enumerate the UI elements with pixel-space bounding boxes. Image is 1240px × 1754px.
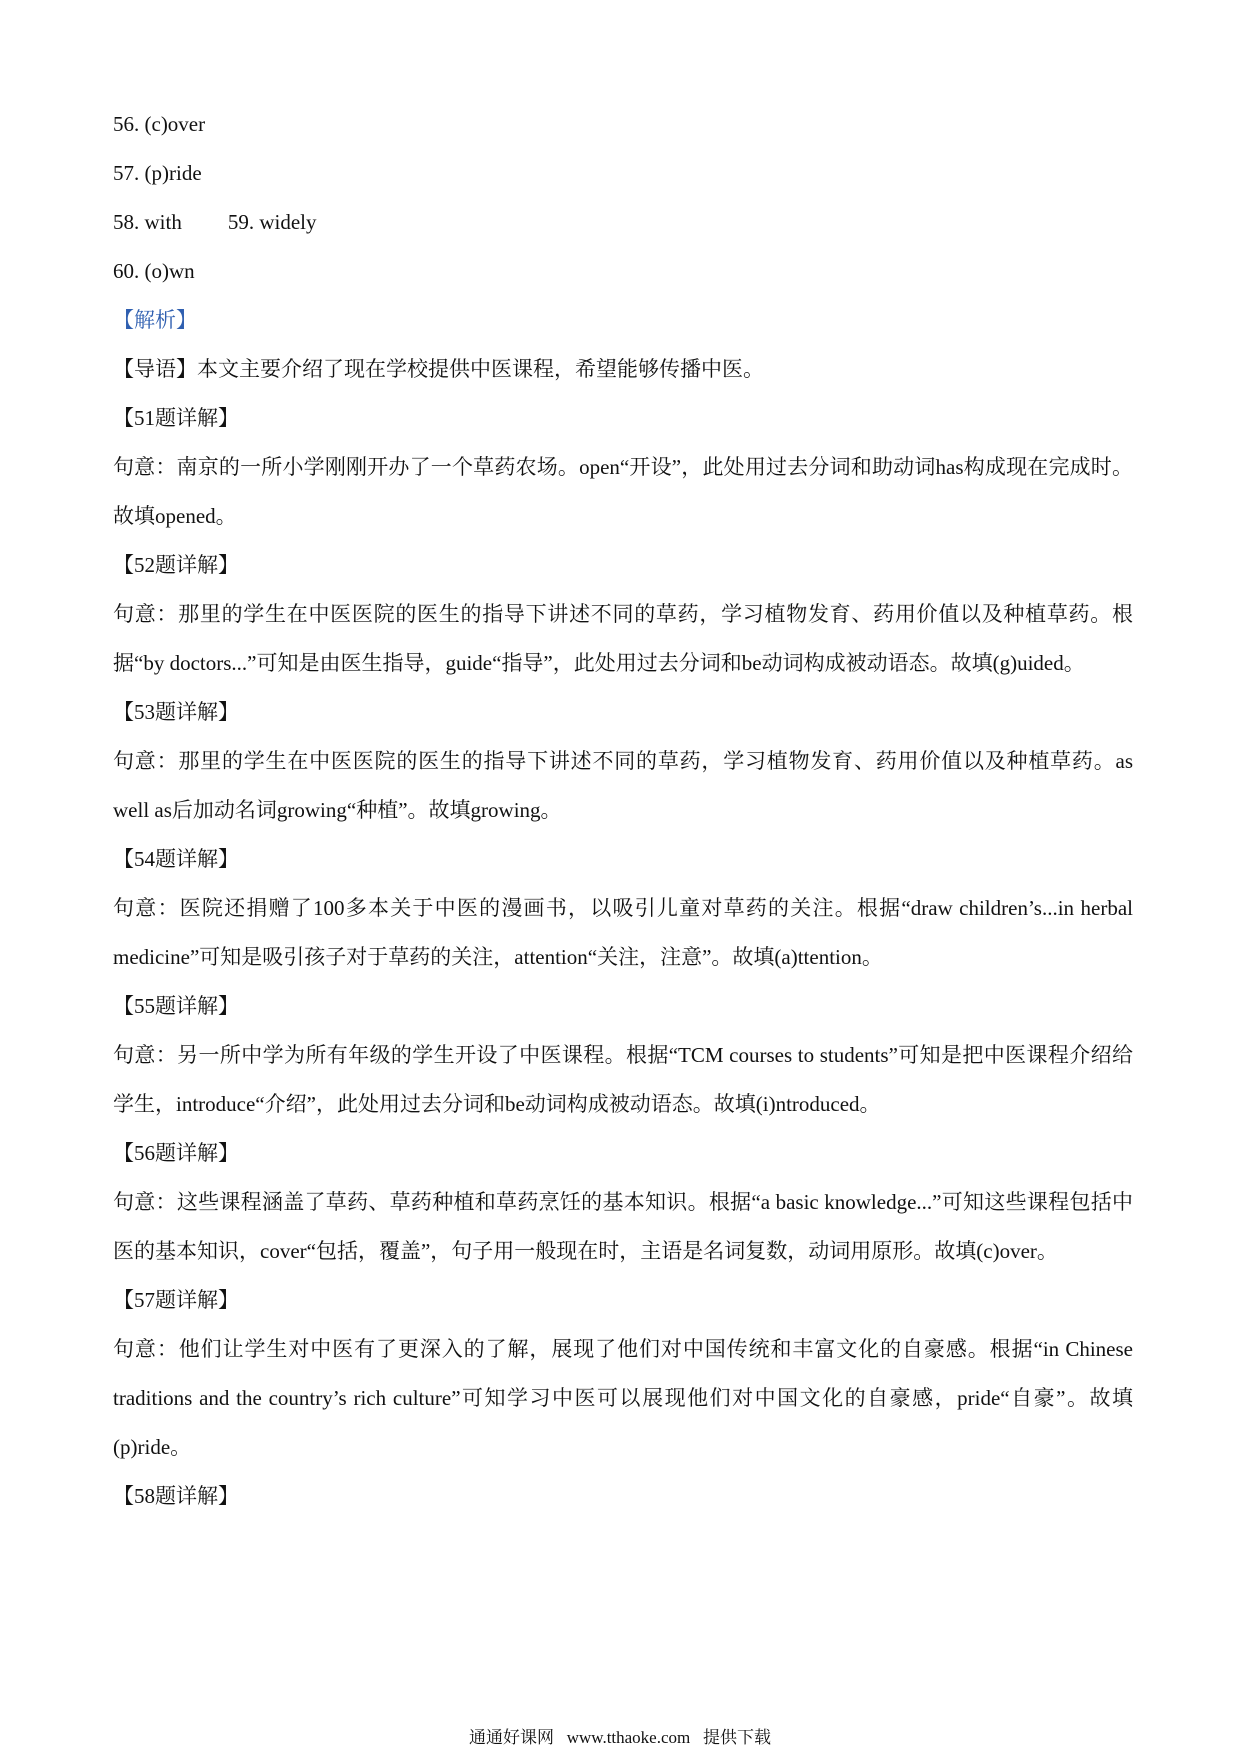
- section-heading-56: 【56题详解】: [113, 1141, 239, 1165]
- answer-57: 57. (p)ride: [113, 161, 202, 185]
- answer-content: [113, 100, 1133, 1521]
- section-heading-54: 【54题详解】: [113, 847, 239, 871]
- section-heading-55: 【55题详解】: [113, 994, 239, 1018]
- intro-paragraph: 【导语】本文主要介绍了现在学校提供中医课程，希望能够传播中医。: [113, 357, 764, 381]
- section-text-57: 句意：他们让学生对中医有了更深入的了解，展现了他们对中国传统和丰富文化的自豪感。根据“in Chinese traditions and the country’s rich culture”可知学习中医可以展现他们对中国文化的自豪感，pride“自豪”。故填(p)ride。: [113, 1337, 1133, 1459]
- section-text-55: 句意：另一所中学为所有年级的学生开设了中医课程。根据“TCM courses to students”可知是把中医课程介绍给学生，introduce“介绍”，此处用过去分词和be动词构成被动语态。故填(i)ntroduced。: [113, 1043, 1133, 1116]
- answer-58: 58. with: [113, 210, 182, 234]
- answer-row-58-59: [113, 198, 1133, 247]
- section-text-54: 句意：医院还捐赠了100多本关于中医的漫画书，以吸引儿童对草药的关注。根据“draw children’s...in herbal medicine”可知是吸引孩子对于草药的关注，attention“关注，注意”。故填(a)ttention。: [113, 896, 1133, 969]
- section-heading-51: 【51题详解】: [113, 406, 239, 430]
- section-text-52: 句意：那里的学生在中医医院的医生的指导下讲述不同的草药，学习植物发育、药用价值以及种植草药。根据“by doctors...”可知是由医生指导，guide“指导”，此处用过去分词和be动词构成被动语态。故填(g)uided。: [113, 602, 1133, 675]
- section-heading-52: 【52题详解】: [113, 553, 239, 577]
- section-text-56: 句意：这些课程涵盖了草药、草药种植和草药烹饪的基本知识。根据“a basic knowledge...”可知这些课程包括中医的基本知识，cover“包括，覆盖”，句子用一般现在时，主语是名词复数，动词用原形。故填(c)over。: [113, 1190, 1133, 1263]
- section-heading-57: 【57题详解】: [113, 1288, 239, 1312]
- section-text-53: 句意：那里的学生在中医医院的医生的指导下讲述不同的草药，学习植物发育、药用价值以及种植草药。as well as后加动名词growing“种植”。故填growing。: [113, 749, 1133, 822]
- section-heading-53: 【53题详解】: [113, 700, 239, 724]
- analysis-heading: 【解析】: [113, 308, 197, 332]
- section-text-51: 句意：南京的一所小学刚刚开办了一个草药农场。open“开设”，此处用过去分词和助动词has构成现在完成时。故填opened。: [113, 455, 1133, 528]
- page-footer: 通通好课网 www.tthaoke.com 提供下载: [468, 1728, 772, 1747]
- answer-60: 60. (o)wn: [113, 259, 195, 283]
- section-heading-58: 【58题详解】: [113, 1484, 239, 1508]
- answer-56: 56. (c)over: [113, 112, 206, 136]
- answer-59: 59. widely: [227, 210, 317, 234]
